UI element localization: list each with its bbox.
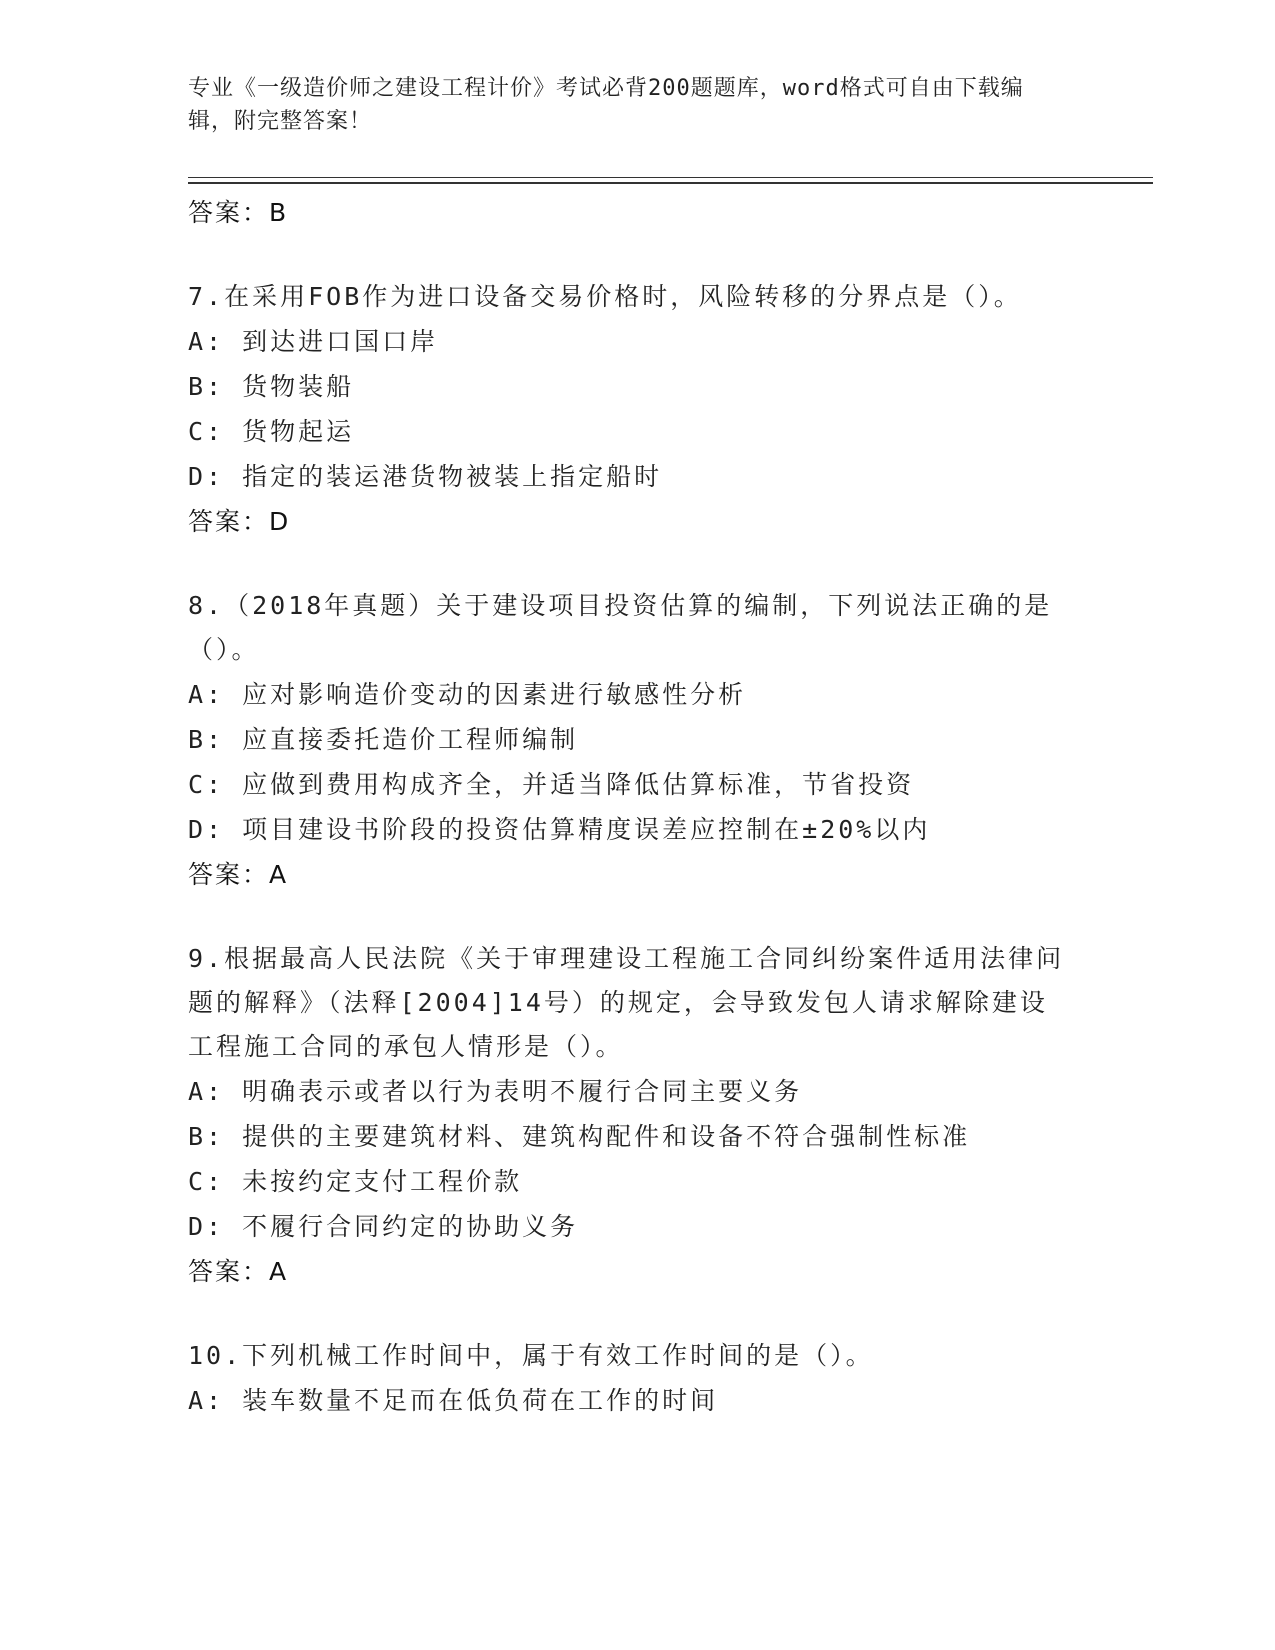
option-a: A: 装车数量不足而在低负荷在工作的时间: [188, 1386, 719, 1415]
option-d: D: 不履行合同约定的协助义务: [188, 1212, 579, 1241]
option-c: C: 货物起运: [188, 417, 355, 446]
option-a: A: 明确表示或者以行为表明不履行合同主要义务: [188, 1077, 803, 1106]
question-block: [188, 275, 1068, 544]
spacer: [188, 544, 1068, 584]
option-d: D: 项目建设书阶段的投资估算精度误差应控制在±20%以内: [188, 815, 931, 844]
spacer: [188, 897, 1068, 937]
answer: 答案：A: [188, 1257, 289, 1286]
header-divider-thick: [188, 182, 1153, 184]
option-d: D: 指定的装运港货物被装上指定船时: [188, 462, 663, 491]
option-b: B: 货物装船: [188, 372, 355, 401]
previous-answer: 答案：B: [188, 198, 289, 227]
answer: 答案：D: [188, 507, 291, 536]
question-block: [188, 584, 1068, 897]
option-a: A: 应对影响造价变动的因素进行敏感性分析: [188, 680, 747, 709]
spacer: [188, 1294, 1068, 1334]
header-divider-thin: [188, 177, 1153, 178]
spacer: [188, 235, 1068, 275]
option-b: B: 提供的主要建筑材料、建筑构配件和设备不符合强制性标准: [188, 1122, 971, 1151]
option-c: C: 应做到费用构成齐全，并适当降低估算标准，节省投资: [188, 770, 915, 799]
question-stem: 8.（2018年真题）关于建设项目投资估算的编制，下列说法正确的是（）。: [188, 591, 1053, 664]
question-list: [188, 190, 1068, 1423]
option-c: C: 未按约定支付工程价款: [188, 1167, 523, 1196]
answer: 答案：A: [188, 860, 289, 889]
question-stem: 10.下列机械工作时间中，属于有效工作时间的是（）。: [188, 1341, 874, 1370]
option-a: A: 到达进口国口岸: [188, 327, 439, 356]
document-header: 专业《一级造价师之建设工程计价》考试必背200题题库，word格式可自由下载编辑，附完整答案！: [188, 76, 1024, 134]
question-stem: 7.在采用FOB作为进口设备交易价格时，风险转移的分界点是（）。: [188, 282, 1022, 311]
question-stem: 9.根据最高人民法院《关于审理建设工程施工合同纠纷案件适用法律问题的解释》（法释[2004]14号）的规定，会导致发包人请求解除建设工程施工合同的承包人情形是（）。: [188, 944, 1065, 1061]
option-b: B: 应直接委托造价工程师编制: [188, 725, 579, 754]
question-block: [188, 937, 1068, 1294]
question-block: [188, 1334, 1068, 1423]
